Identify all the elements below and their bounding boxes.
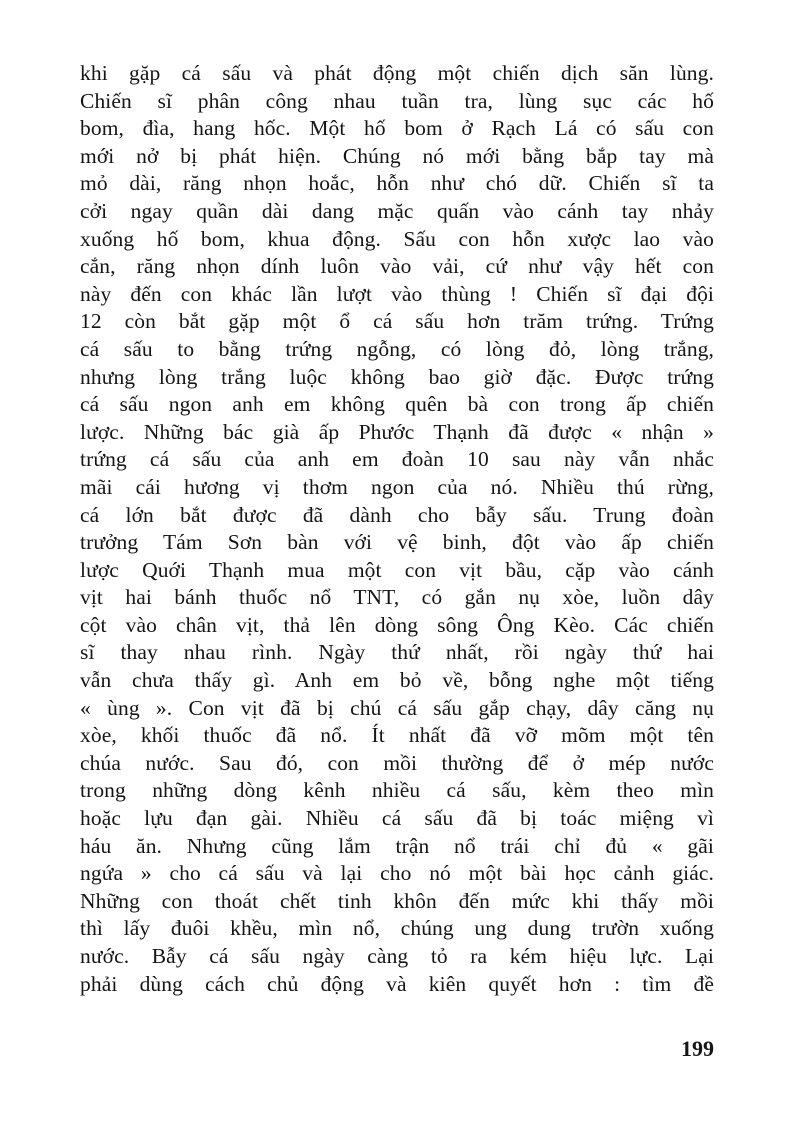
text-line: lược. Những bác già ấp Phước Thạnh đã được « nhận » (80, 419, 714, 444)
text-line: cá sấu ngon anh em không quên bà con trong ấp chiến (80, 392, 714, 417)
text-line: ngứa » cho cá sấu và lại cho nó một bài học cảnh giác. (80, 861, 714, 886)
text-line: nước. Bẫy cá sấu ngày càng tỏ ra kém hiệu lực. Lại (80, 944, 714, 968)
text-line: vẫn chưa thấy gì. Anh em bỏ về, bỗng nghe một tiếng (80, 668, 714, 693)
text-line: cá sấu to bằng trứng ngỗng, có lòng đỏ, lòng trắng, (80, 336, 714, 361)
text-line: hoặc lựu đạn gài. Nhiều cá sấu đã bị toác miệng vì (80, 806, 714, 831)
text-line: chúa nước. Sau đó, con mồi thường để ở mép nước (80, 750, 714, 775)
text-line: sĩ thay nhau rình. Ngày thứ nhất, rồi ngày thứ hai (80, 640, 714, 665)
text-line: khi gặp cá sấu và phát động một chiến dịch săn lùng. (80, 61, 714, 85)
text-line: trưởng Tám Sơn bàn với vệ binh, đột vào ấp chiến (80, 530, 714, 555)
text-line: phải dùng cách chủ động và kiên quyết hơn : tìm đề (80, 971, 714, 996)
text-line: trứng cá sấu của anh em đoàn 10 sau này vẫn nhắc (80, 447, 714, 472)
text-line: vịt hai bánh thuốc nổ TNT, có gắn nụ xòe, luồn dây (80, 585, 714, 610)
text-line: cột vào chân vịt, thả lên dòng sông Ông Kèo. Các chiến (80, 612, 714, 637)
text-line: Những con thoát chết tinh khôn đến mức khi thấy mồi (80, 888, 714, 913)
text-line: mới nở bị phát hiện. Chúng nó mới bằng bắp tay mà (80, 143, 714, 168)
text-line: cá lớn bắt được đã dành cho bẫy sấu. Trung đoàn (80, 502, 714, 527)
text-line: bom, đìa, hang hốc. Một hố bom ở Rạch Lá có sấu con (80, 116, 714, 141)
text-line: nhưng lòng trắng luộc không bao giờ đặc. Được trứng (80, 364, 714, 389)
text-line: xuống hố bom, khua động. Sấu con hỗn xược lao vào (80, 226, 714, 251)
text-line: trong những dòng kênh nhiều cá sấu, kèm theo mìn (80, 778, 714, 803)
text-line: cởi ngay quần dài dang mặc quấn vào cánh tay nhảy (80, 198, 714, 223)
text-line: lược Quới Thạnh mua một con vịt bầu, cặp vào cánh (80, 557, 714, 582)
text-line: Chiến sĩ phân công nhau tuần tra, lùng sục các hố (80, 88, 714, 113)
text-line: háu ăn. Nhưng cũng lắm trận nổ trái chỉ đủ « gãi (80, 833, 714, 858)
text-line: 12 còn bắt gặp một ổ cá sấu hơn trăm trứng. Trứng (80, 309, 714, 334)
text-line: cắn, răng nhọn dính luôn vào vải, cứ như vậy hết con (80, 254, 714, 279)
text-line: thì lấy đuôi khều, mìn nổ, chúng ung dung trườn xuống (80, 916, 714, 941)
body-text (80, 60, 714, 998)
page-number: 199 (681, 1036, 714, 1061)
text-line: này đến con khác lần lượt vào thùng ! Chiến sĩ đại đội (80, 281, 714, 306)
text-line: « ùng ». Con vịt đã bị chú cá sấu gắp chạy, dây căng nụ (80, 695, 714, 720)
text-line: mãi cái hương vị thơm ngon của nó. Nhiều thú rừng, (80, 474, 714, 499)
text-line: mỏ dài, răng nhọn hoắc, hỗn như chó dữ. Chiến sĩ ta (80, 171, 714, 196)
text-line: xòe, khối thuốc đã nổ. Ít nhất đã vỡ mõm một tên (80, 723, 714, 748)
